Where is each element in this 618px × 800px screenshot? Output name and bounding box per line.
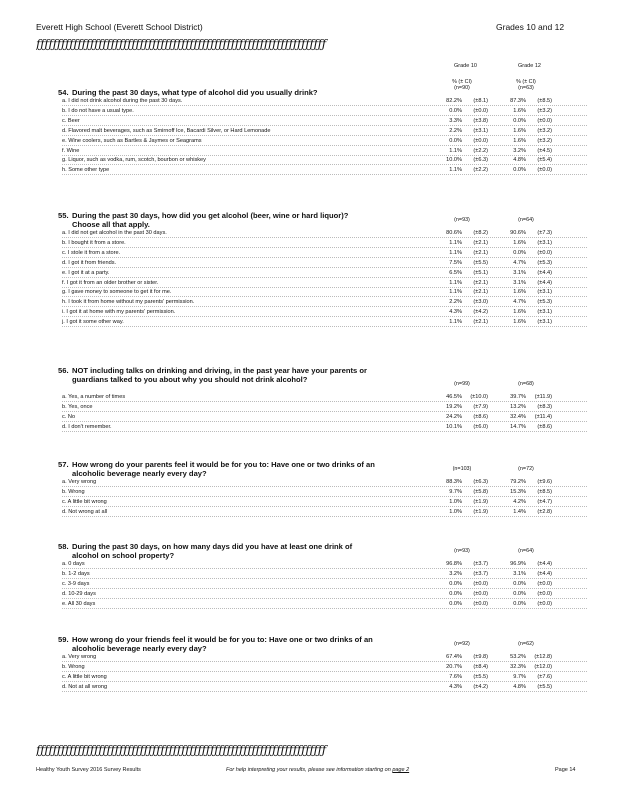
grade-12-percent: 90.6% (510, 230, 526, 236)
grade-10-percent: 88.3% (446, 479, 462, 485)
grade-10-percent: 80.6% (446, 230, 462, 236)
response-label: a. Very wrong (62, 654, 97, 660)
grade-10-percent: 10.1% (446, 423, 462, 430)
grade-10-percent: 3.2% (449, 570, 462, 577)
grade-10-percent: 10.0% (446, 157, 462, 164)
response-label: d. Not wrong at all (62, 508, 108, 515)
grade-10-ci: (±3.0) (473, 299, 488, 306)
response-label: c. Beer (62, 117, 80, 124)
grade-10-percent: 0.0% (449, 580, 462, 587)
response-label: j. I got it some other way. (62, 319, 124, 326)
grade-12-percent: 3.1% (513, 279, 526, 286)
grade-12-ci: (±11.9) (534, 394, 552, 400)
grade-12-percent: 1.6% (513, 239, 526, 246)
question-text: How wrong do your friends feel it would be for you to: Have one or two drinks of an alcoholic beverage nearly every day? (72, 635, 373, 653)
row-leader-line (62, 257, 587, 258)
grade-12-percent: 15.3% (510, 488, 526, 495)
grade-10-percent: 7.6% (449, 673, 462, 680)
response-row (0, 571, 618, 580)
grade-12-percent: 87.3% (510, 98, 526, 104)
response-row (0, 499, 618, 508)
grade-12-sample-size: (n=64) (518, 217, 534, 223)
response-label: b. Wrong (62, 488, 85, 495)
row-leader-line (62, 681, 587, 682)
grade-12-percent: 1.6% (513, 289, 526, 296)
row-leader-line (62, 598, 587, 599)
response-row (0, 394, 618, 403)
response-row (0, 654, 618, 663)
grades-label: Grades 10 and 12 (496, 22, 565, 32)
grade-12-sample-size: (n=62) (518, 641, 534, 647)
grade-12-ci: (±4.5) (537, 147, 552, 154)
row-leader-line (62, 401, 587, 402)
grade-10-ci: (±8.1) (473, 98, 488, 104)
question-text: During the past 30 days, what type of alcohol did you usually drink? (72, 88, 318, 97)
grade-10-ci: (±3.1) (473, 127, 488, 134)
grade-10-ci: (±0.0) (473, 590, 488, 597)
grade-10-percent: 1.0% (449, 498, 462, 505)
response-row (0, 581, 618, 590)
grade-12-ci: (±12.0) (534, 663, 552, 670)
grade-12-column-header: Grade 12 (518, 63, 541, 69)
grade-10-percent: 6.5% (449, 269, 462, 276)
page-number: Page 14 (555, 767, 576, 773)
grade-12-percent: 0.0% (513, 117, 526, 124)
row-leader-line (62, 247, 587, 248)
grade-10-ci: (±2.1) (473, 249, 488, 256)
response-label: g. Liquor, such as vodka, rum, scotch, bourbon or whiskey (62, 157, 206, 164)
row-leader-line (62, 496, 587, 497)
response-row (0, 260, 618, 269)
row-leader-line (62, 431, 587, 432)
grade-12-percent: 96.9% (510, 561, 526, 567)
grade-12-ci: (±4.4) (537, 269, 552, 276)
grade-12-ci: (±7.6) (537, 673, 552, 680)
grade-10-ci: (±10.0) (470, 394, 488, 400)
grade-12-percent: 0.0% (513, 249, 526, 256)
row-leader-line (62, 326, 587, 327)
grade-12-percent: 13.2% (510, 403, 526, 410)
response-label: b. Wrong (62, 663, 85, 670)
row-leader-line (62, 287, 587, 288)
grade-10-percent: 0.0% (449, 107, 462, 114)
grade-10-percent: 1.1% (449, 279, 462, 286)
response-row (0, 250, 618, 259)
grade-12-sample-size: (n=64) (518, 548, 534, 554)
row-leader-line (62, 164, 587, 165)
question-text: During the past 30 days, on how many days did you have at least one drink of alcohol on school property? (72, 542, 353, 560)
grade-12-ci: (±8.5) (537, 98, 552, 104)
grade-12-percent: 1.6% (513, 319, 526, 326)
question-title (58, 635, 378, 653)
response-label: b. 1-2 days (62, 570, 90, 577)
grade-12-ci: (±8.5) (537, 488, 552, 495)
response-label: e. I got it at a party. (62, 269, 110, 276)
grade-10-percent: 0.0% (449, 137, 462, 144)
grade-12-percent: 3.1% (513, 269, 526, 276)
row-leader-line (62, 296, 587, 297)
response-row (0, 674, 618, 683)
response-row (0, 509, 618, 518)
row-leader-line (62, 588, 587, 589)
response-label: g. I gave money to someone to get it for me. (62, 289, 172, 296)
grade-12-ci: (±5.4) (537, 157, 552, 164)
question-title (58, 542, 378, 560)
response-label: i. I got it at home with my parents' permission. (62, 309, 176, 316)
grade-10-percent: 20.7% (446, 663, 462, 670)
row-leader-line (62, 174, 587, 175)
grade-12-ci: (±0.0) (537, 117, 552, 124)
response-label: e. Wine coolers, such as Bartles & Jaymes or Seagrams (62, 137, 202, 144)
question-number: 57. (58, 460, 69, 469)
survey-name: Healthy Youth Survey 2016 Survey Results (36, 767, 141, 773)
response-row (0, 230, 618, 239)
grade-12-percent: 4.2% (513, 498, 526, 505)
grade-12-ci: (±2.8) (537, 508, 552, 515)
response-label: b. I do not have a usual type. (62, 107, 134, 114)
grade-10-ci: (±7.9) (473, 403, 488, 410)
response-row (0, 167, 618, 176)
header-rule: ƒƒƒƒƒƒƒƒƒƒƒƒƒƒƒƒƒƒƒƒƒƒƒƒƒƒƒƒƒƒƒƒƒƒƒƒƒƒƒƒƒƒƒƒƒƒƒƒƒƒƒƒƒƒƒƒƒƒƒƒƒƒƒƒƒƒƒƒƒƒ (36, 37, 326, 51)
response-label: h. Some other type (62, 167, 110, 174)
question-text: During the past 30 days, how did you get alcohol (beer, wine or hard liquor)? Choose all that apply. (72, 211, 349, 229)
grade-12-ci: (±12.8) (534, 654, 552, 660)
row-leader-line (62, 155, 587, 156)
response-row (0, 108, 618, 117)
grade-12-sample-size: (n=68) (518, 381, 534, 387)
question-title (58, 211, 378, 229)
response-row (0, 319, 618, 328)
row-leader-line (62, 237, 587, 238)
grade-10-ci: (±8.6) (473, 413, 488, 420)
grade-10-percent: 9.7% (449, 488, 462, 495)
row-leader-line (62, 125, 587, 126)
grade-12-percent: 39.7% (510, 394, 526, 400)
grade-10-ci: (±5.8) (473, 488, 488, 495)
response-row (0, 98, 618, 107)
row-leader-line (62, 661, 587, 662)
grade-10-ci: (±3.8) (473, 117, 488, 124)
grade-10-ci: (±2.1) (473, 239, 488, 246)
grade-10-percent: 1.1% (449, 289, 462, 296)
row-leader-line (62, 578, 587, 579)
grade-10-ci: (±0.0) (473, 600, 488, 607)
grade-12-percent: 4.8% (513, 683, 526, 690)
grade-10-percent: 2.2% (449, 299, 462, 306)
grade-10-percent: 2.2% (449, 127, 462, 134)
response-label: a. I did not drink alcohol during the past 30 days. (62, 98, 183, 104)
grade-12-sample-size: % (± CI) (n=63) (516, 79, 536, 91)
response-label: c. A little bit wrong (62, 673, 107, 680)
grade-12-ci: (±3.1) (537, 239, 552, 246)
question-title (58, 366, 378, 384)
response-row (0, 118, 618, 127)
grade-10-ci: (±5.5) (473, 259, 488, 266)
grade-10-sample-size: (n=93) (454, 548, 470, 554)
grade-10-sample-size: (n=99) (454, 381, 470, 387)
response-row (0, 299, 618, 308)
row-leader-line (62, 671, 587, 672)
grade-10-ci: (±6.0) (473, 423, 488, 430)
grade-10-percent: 1.1% (449, 239, 462, 246)
grade-10-ci: (±2.1) (473, 279, 488, 286)
grade-10-ci: (±0.0) (473, 137, 488, 144)
grade-10-percent: 1.1% (449, 319, 462, 326)
grade-10-ci: (±8.4) (473, 663, 488, 670)
response-label: e. All 30 days (62, 600, 96, 607)
response-label: a. Yes, a number of times (62, 394, 126, 400)
response-row (0, 280, 618, 289)
grade-10-percent: 4.3% (449, 683, 462, 690)
grade-10-ci: (±2.2) (473, 147, 488, 154)
question-number: 58. (58, 542, 69, 551)
row-leader-line (62, 411, 587, 412)
grade-10-ci: (±4.2) (473, 309, 488, 316)
grade-10-ci: (±0.0) (473, 580, 488, 587)
grade-10-percent: 67.4% (446, 654, 462, 660)
response-label: a. Very wrong (62, 479, 97, 485)
grade-10-ci: (±6.3) (473, 479, 488, 485)
grade-12-ci: (±3.2) (537, 107, 552, 114)
row-leader-line (62, 691, 587, 692)
response-label: c. A little bit wrong (62, 498, 107, 505)
row-leader-line (62, 145, 587, 146)
grade-10-percent: 19.2% (446, 403, 462, 410)
response-row (0, 289, 618, 298)
grade-12-ci: (±4.4) (537, 570, 552, 577)
grade-12-percent: 4.7% (513, 299, 526, 306)
grade-12-ci: (±0.0) (537, 167, 552, 174)
grade-12-percent: 1.6% (513, 127, 526, 134)
response-row (0, 591, 618, 600)
grade-12-percent: 3.2% (513, 147, 526, 154)
grade-12-ci: (±5.5) (537, 683, 552, 690)
response-row (0, 148, 618, 157)
row-leader-line (62, 135, 587, 136)
grade-12-ci: (±3.2) (537, 127, 552, 134)
grade-10-ci: (±2.1) (473, 319, 488, 326)
grade-12-percent: 4.8% (513, 157, 526, 164)
response-label: f. I got it from an older brother or sister. (62, 279, 159, 286)
grade-12-percent: 14.7% (510, 423, 526, 430)
response-label: c. 3-9 days (62, 580, 90, 587)
question-text: NOT including talks on drinking and driving, in the past year have your parents or guardians talked to you about why you should not drink alcohol? (72, 366, 367, 384)
grade-10-ci: (±3.7) (473, 570, 488, 577)
grade-12-percent: 79.2% (510, 479, 526, 485)
response-label: d. I got it from friends. (62, 259, 117, 266)
response-label: a. 0 days (62, 561, 85, 567)
grade-12-ci: (±3.1) (537, 319, 552, 326)
grade-10-ci: (±5.5) (473, 673, 488, 680)
grade-12-percent: 1.4% (513, 508, 526, 515)
grade-10-column-header: Grade 10 (454, 63, 477, 69)
response-row (0, 684, 618, 693)
grade-10-ci: (±5.1) (473, 269, 488, 276)
response-label: b. I bought it from a store. (62, 239, 126, 246)
response-label: f. Wine (62, 147, 80, 154)
grade-10-percent: 3.3% (449, 117, 462, 124)
grade-10-percent: 96.8% (446, 561, 462, 567)
grade-12-ci: (±4.4) (537, 561, 552, 567)
grade-10-ci: (±2.2) (473, 167, 488, 174)
row-leader-line (62, 506, 587, 507)
grade-12-percent: 53.2% (510, 654, 526, 660)
grade-10-percent: 82.2% (446, 98, 462, 104)
grade-12-ci: (±3.1) (537, 289, 552, 296)
grade-12-sample-size: (n=72) (518, 466, 534, 472)
grade-12-percent: 0.0% (513, 167, 526, 174)
grade-12-percent: 3.1% (513, 570, 526, 577)
grade-10-ci: (±8.2) (473, 230, 488, 236)
grade-12-percent: 32.4% (510, 413, 526, 420)
grade-12-ci: (±0.0) (537, 249, 552, 256)
response-label: b. Yes, once (62, 403, 93, 410)
response-row (0, 404, 618, 413)
grade-10-percent: 4.3% (449, 309, 462, 316)
response-row (0, 138, 618, 147)
help-note-text: For help interpreting your results, please see information starting on (226, 767, 391, 773)
grade-12-ci: (±0.0) (537, 580, 552, 587)
grade-10-percent: 1.0% (449, 508, 462, 515)
row-leader-line (62, 568, 587, 569)
page-2-link[interactable]: page 2 (392, 767, 410, 773)
row-leader-line (62, 267, 587, 268)
response-label: h. I took it from home without my parents' permission. (62, 299, 195, 306)
row-leader-line (62, 516, 587, 517)
grade-10-percent: 46.5% (446, 394, 462, 400)
response-row (0, 424, 618, 433)
grade-12-percent: 1.6% (513, 107, 526, 114)
grade-10-ci: (±1.9) (473, 498, 488, 505)
grade-10-sample-size: (n=93) (454, 217, 470, 223)
grade-12-ci: (±9.6) (537, 479, 552, 485)
grade-10-percent: 1.1% (449, 249, 462, 256)
response-label: d. I don't remember. (62, 423, 112, 430)
grade-12-percent: 1.6% (513, 309, 526, 316)
school-title: Everett High School (Everett School District) (36, 22, 203, 32)
row-leader-line (62, 306, 587, 307)
grade-10-sample-size: % (± CI) (n=90) (452, 79, 472, 91)
grade-10-percent: 0.0% (449, 600, 462, 607)
row-leader-line (62, 105, 587, 106)
grade-10-sample-size: (n=92) (454, 641, 470, 647)
footer-rule: ƒƒƒƒƒƒƒƒƒƒƒƒƒƒƒƒƒƒƒƒƒƒƒƒƒƒƒƒƒƒƒƒƒƒƒƒƒƒƒƒƒƒƒƒƒƒƒƒƒƒƒƒƒƒƒƒƒƒƒƒƒƒƒƒƒƒƒƒƒƒ (36, 743, 326, 757)
response-label: a. I did not get alcohol in the past 30 days. (62, 230, 167, 236)
response-label: d. 10-29 days (62, 590, 96, 597)
response-row (0, 128, 618, 137)
grade-10-percent: 7.5% (449, 259, 462, 266)
row-leader-line (62, 608, 587, 609)
row-leader-line (62, 115, 587, 116)
grade-10-ci: (±0.0) (473, 107, 488, 114)
grade-12-percent: 0.0% (513, 590, 526, 597)
grade-12-ci: (±4.7) (537, 498, 552, 505)
grade-12-ci: (±8.6) (537, 423, 552, 430)
response-label: c. I stole it from a store. (62, 249, 121, 256)
grade-10-sample-size: (n=103) (452, 466, 472, 472)
response-row (0, 601, 618, 610)
grade-10-percent: 0.0% (449, 590, 462, 597)
grade-12-percent: 4.7% (513, 259, 526, 266)
grade-12-ci: (±4.4) (537, 279, 552, 286)
response-row (0, 561, 618, 570)
grade-12-ci: (±0.0) (537, 600, 552, 607)
question-number: 59. (58, 635, 69, 644)
grade-12-percent: 0.0% (513, 600, 526, 607)
question-text: How wrong do your parents feel it would be for you to: Have one or two drinks of an alcoholic beverage nearly every day? (72, 460, 375, 478)
row-leader-line (62, 277, 587, 278)
grade-12-ci: (±3.1) (537, 309, 552, 316)
response-label: d. Not at all wrong (62, 683, 108, 690)
grade-12-ci: (±8.3) (537, 403, 552, 410)
response-row (0, 270, 618, 279)
grade-10-percent: 24.2% (446, 413, 462, 420)
response-row (0, 157, 618, 166)
grade-10-ci: (±9.8) (473, 654, 488, 660)
row-leader-line (62, 421, 587, 422)
grade-10-ci: (±1.9) (473, 508, 488, 515)
grade-12-percent: 1.6% (513, 137, 526, 144)
row-leader-line (62, 486, 587, 487)
grade-12-ci: (±11.4) (534, 413, 552, 420)
grade-10-ci: (±6.3) (473, 157, 488, 164)
response-row (0, 414, 618, 423)
response-row (0, 240, 618, 249)
grade-12-percent: 32.3% (510, 663, 526, 670)
response-row (0, 489, 618, 498)
response-label: c. No (62, 413, 76, 420)
question-title (58, 88, 378, 97)
grade-12-percent: 0.0% (513, 580, 526, 587)
question-title (58, 460, 378, 478)
response-label: d. Flavored malt beverages, such as Smirnoff Ice, Bacardi Silver, or Hard Lemonade (62, 127, 271, 134)
question-number: 55. (58, 211, 69, 220)
grade-12-ci: (±0.0) (537, 590, 552, 597)
grade-10-percent: 1.1% (449, 147, 462, 154)
grade-12-ci: (±5.3) (537, 299, 552, 306)
grade-10-ci: (±2.1) (473, 289, 488, 296)
question-number: 56. (58, 366, 69, 375)
grade-10-ci: (±4.2) (473, 683, 488, 690)
response-row (0, 479, 618, 488)
row-leader-line (62, 316, 587, 317)
question-number: 54. (58, 88, 69, 97)
grade-12-ci: (±7.3) (537, 230, 552, 236)
grade-12-ci: (±3.2) (537, 137, 552, 144)
grade-10-ci: (±3.7) (473, 561, 488, 567)
help-note (226, 767, 409, 773)
response-row (0, 664, 618, 673)
response-row (0, 309, 618, 318)
grade-12-ci: (±5.3) (537, 259, 552, 266)
grade-12-percent: 9.7% (513, 673, 526, 680)
grade-10-percent: 1.1% (449, 167, 462, 174)
